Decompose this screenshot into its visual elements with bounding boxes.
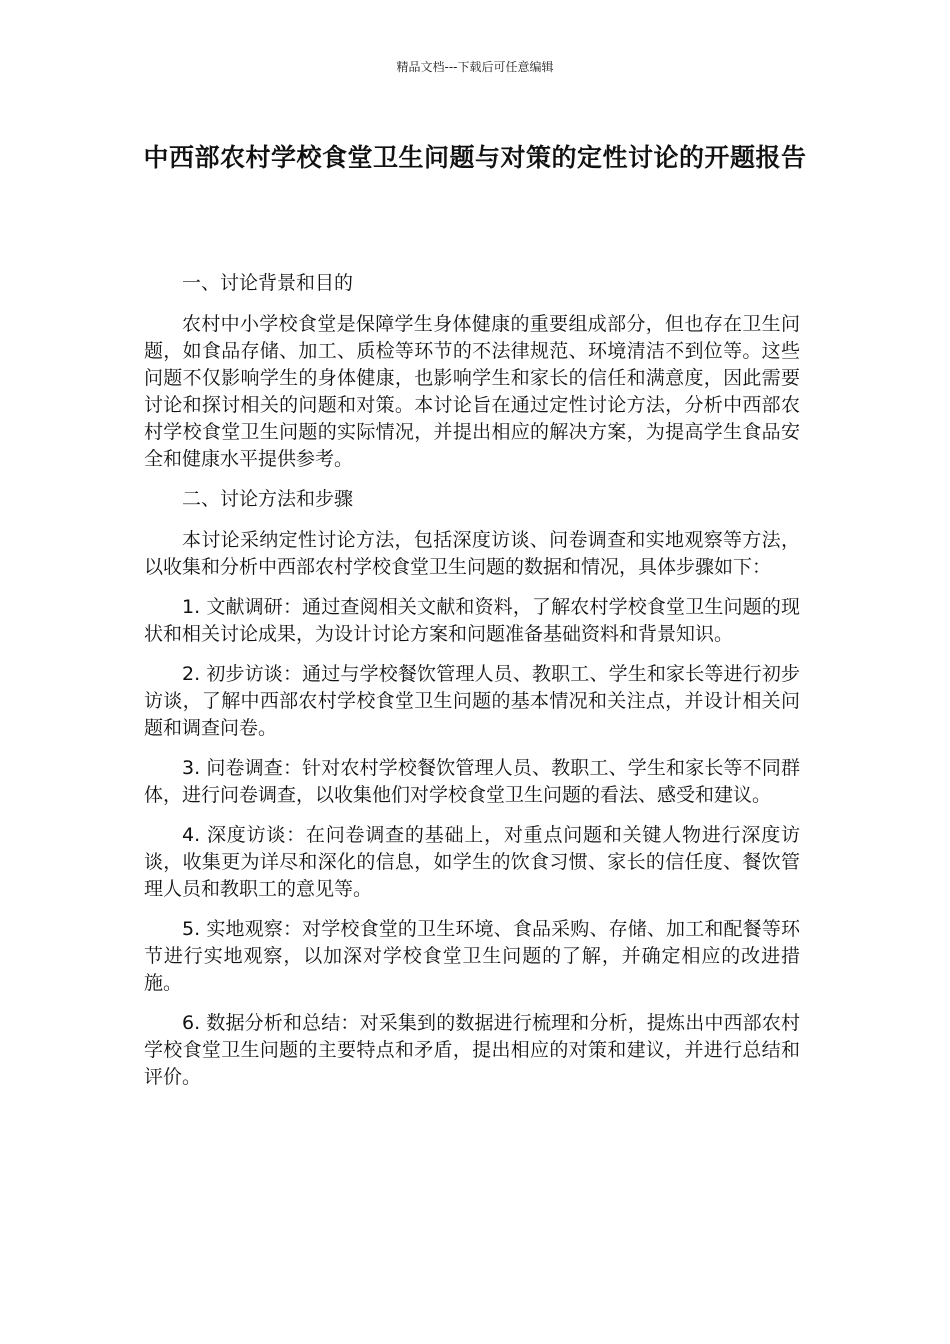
list-item: 2. 初步访谈：通过与学校餐饮管理人员、教职工、学生和家长等进行初步访谈，了解中西部农村学校食堂卫生问题的基本情况和关注点，并设计相关问题和调查问卷。 (144, 663, 800, 739)
list-item: 4. 深度访谈：在问卷调查的基础上，对重点问题和关键人物进行深度访谈，收集更为详尽和深化的信息，如学生的饮食习惯、家长的信任度、餐饮管理人员和教职工的意见等。 (144, 824, 800, 900)
document-body (144, 270, 800, 1104)
list-item: 1. 文献调研：通过查阅相关文献和资料，了解农村学校食堂卫生问题的现状和相关讨论成果，为设计讨论方案和问题准备基础资料和背景知识。 (144, 596, 800, 645)
list-item: 6. 数据分析和总结：对采集到的数据进行梳理和分析，提炼出中西部农村学校食堂卫生问题的主要特点和矛盾，提出相应的对策和建议，并进行总结和评价。 (144, 1012, 800, 1088)
section-heading: 二、讨论方法和步骤 (182, 488, 354, 510)
paragraph: 本讨论采纳定性讨论方法，包括深度访谈、问卷调查和实地观察等方法，以收集和分析中西部农村学校食堂卫生问题的数据和情况，具体步骤如下： (144, 529, 800, 578)
header-note: 精品文档---下载后可任意编辑 (396, 60, 554, 74)
list-item: 3. 问卷调查：针对农村学校餐饮管理人员、教职工、学生和家长等不同群体，进行问卷调查，以收集他们对学校食堂卫生问题的看法、感受和建议。 (144, 757, 800, 806)
paragraph: 农村中小学校食堂是保障学生身体健康的重要组成部分，但也存在卫生问题，如食品存储、加工、质检等环节的不法律规范、环境清洁不到位等。这些问题不仅影响学生的身体健康，也影响学生和家长的信任和满意度，因此需要讨论和探讨相关的问题和对策。本讨论旨在通过定性讨论方法，分析中西部农村学校食堂卫生问题的实际情况，并提出相应的解决方案，为提高学生食品安全和健康水平提供参考。 (144, 313, 800, 470)
section-heading: 一、讨论背景和目的 (182, 272, 354, 294)
list-item: 5. 实地观察：对学校食堂的卫生环境、食品采购、存储、加工和配餐等环节进行实地观察，以加深对学校食堂卫生问题的了解，并确定相应的改进措施。 (144, 918, 800, 994)
document-title: 中西部农村学校食堂卫生问题与对策的定性讨论的开题报告 (143, 143, 807, 172)
